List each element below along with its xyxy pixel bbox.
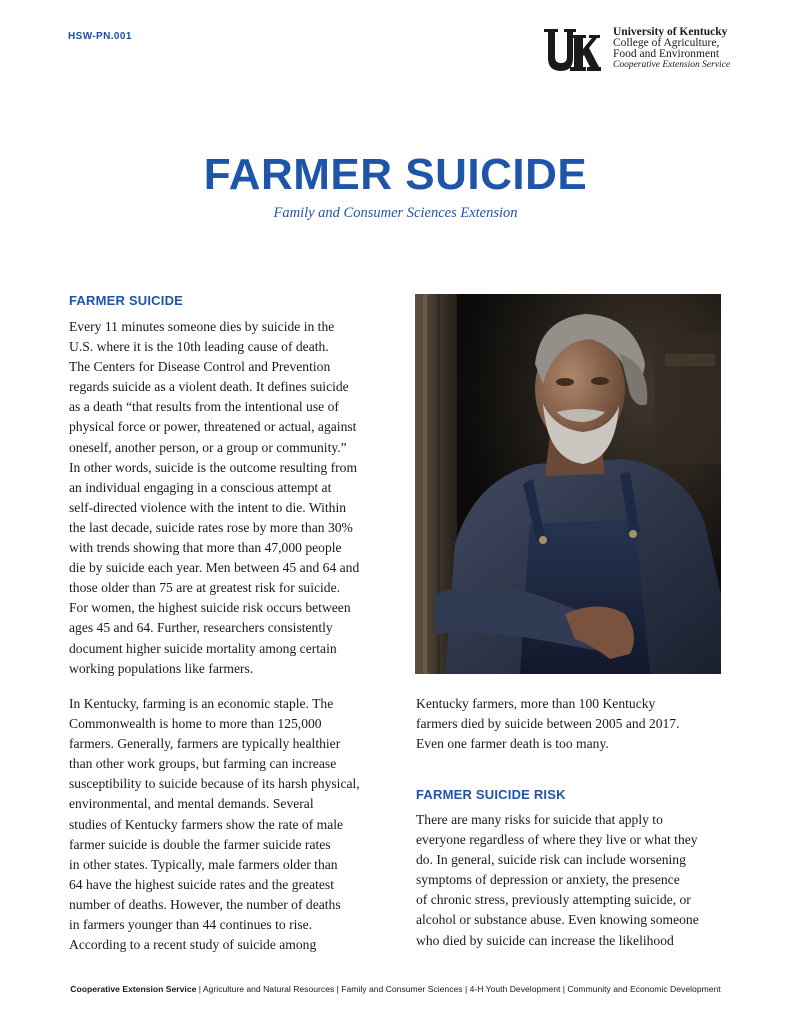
logo-service: Cooperative Extension Service	[613, 60, 731, 70]
logo-college-line2: Food and Environment	[613, 48, 720, 60]
section1-paragraph2	[69, 694, 360, 955]
farmer-portrait-image	[415, 294, 721, 674]
text-line: of chronic stress, previously attempting suicide, or	[416, 892, 691, 908]
text-line: as a death “that results from the intentional use of	[69, 399, 339, 415]
text-line: symptoms of depression or anxiety, the presence	[416, 872, 680, 888]
text-line: farmer suicide is double the farmer suicide rates	[69, 836, 331, 852]
text-line: die by suicide each year. Men between 45 and 64 and	[69, 560, 360, 576]
section1-paragraph2-continued	[416, 694, 680, 754]
text-line: farmers. Generally, farmers are typically healthier	[69, 736, 341, 752]
section-heading-farmer-suicide-risk: FARMER SUICIDE RISK	[416, 787, 566, 802]
text-line: document higher suicide mortality among certain	[69, 640, 337, 656]
text-line: do. In general, suicide risk can include worsening	[416, 852, 686, 868]
text-line: ages 45 and 64. Further, researchers consistently	[69, 620, 333, 636]
text-line: self-directed violence with the intent to die. Within	[69, 499, 347, 515]
text-line: physical force or power, threatened or actual, against	[69, 419, 357, 435]
text-line: working populations like farmers.	[69, 660, 254, 676]
section1-paragraph1	[69, 317, 359, 679]
text-line: those older than 75 are at greatest risk for suicide.	[69, 580, 341, 596]
text-line: regards suicide as a violent death. It defines suicide	[69, 379, 349, 395]
text-line: the last decade, suicide rates rose by more than 30%	[69, 519, 353, 535]
logo-university: University of Kentucky	[613, 26, 728, 38]
footer-lead: Cooperative Extension Service	[70, 984, 197, 994]
text-line: environmental, and mental demands. Several	[69, 796, 314, 812]
text-line: susceptibility to suicide because of its harsh physical,	[69, 776, 360, 792]
text-line: oneself, another person, or a group or community.”	[69, 439, 347, 455]
text-line: There are many risks for suicide that apply to	[416, 812, 663, 827]
text-line: U.S. where it is the 10th leading cause of death.	[69, 339, 329, 355]
section2-paragraph	[416, 810, 699, 951]
page-title: FARMER SUICIDE	[203, 150, 588, 199]
text-line: in other states. Typically, male farmers older than	[69, 856, 338, 872]
text-line: 64 have the highest suicide rates and the greatest	[69, 876, 334, 892]
text-line: farmers died by suicide between 2005 and 2017.	[416, 716, 680, 732]
text-line: Commonwealth is home to more than 125,000	[69, 716, 322, 732]
text-line: studies of Kentucky farmers show the rate of male	[69, 816, 344, 832]
text-line: with trends showing that more than 47,000 people	[69, 540, 342, 556]
text-line: Kentucky farmers, more than 100 Kentucky	[416, 696, 656, 711]
text-line: In other words, suicide is the outcome resulting from	[69, 459, 358, 475]
text-line: The Centers for Disease Control and Prevention	[69, 359, 331, 375]
uk-logo	[543, 27, 748, 75]
farmer-photo	[415, 294, 721, 674]
text-line: Even one farmer death is too many.	[416, 736, 609, 752]
text-line: In Kentucky, farming is an economic staple. The	[69, 696, 334, 711]
logo-text	[613, 27, 730, 71]
text-line: in farmers younger than 44 continues to rise.	[69, 917, 313, 933]
text-line: than other work groups, but farming can increase	[69, 756, 337, 772]
footer-programs: | Agriculture and Natural Resources | Family and Consumer Sciences | 4-H Youth Development | Community and Economic Development	[196, 984, 721, 994]
text-line: For women, the highest suicide risk occurs between	[69, 600, 351, 616]
logo-college-line1: College of Agriculture,	[613, 37, 720, 49]
uk-logo-mark	[543, 27, 601, 73]
page-footer	[0, 984, 791, 994]
text-line: number of deaths. However, the number of deaths	[69, 896, 341, 912]
text-line: alcohol or substance abuse. Even knowing someone	[416, 912, 699, 928]
section-heading-farmer-suicide: FARMER SUICIDE	[69, 293, 184, 308]
text-line: Every 11 minutes someone dies by suicide in the	[69, 319, 335, 334]
text-line: everyone regardless of where they live or what they	[416, 832, 698, 848]
page-subtitle: Family and Consumer Sciences Extension	[273, 205, 518, 221]
text-line: who died by suicide can increase the likelihood	[416, 932, 674, 948]
text-line: According to a recent study of suicide among	[69, 937, 317, 953]
document-code: HSW-PN.001	[68, 31, 132, 42]
text-line: an individual engaging in a conscious attempt at	[69, 479, 332, 495]
